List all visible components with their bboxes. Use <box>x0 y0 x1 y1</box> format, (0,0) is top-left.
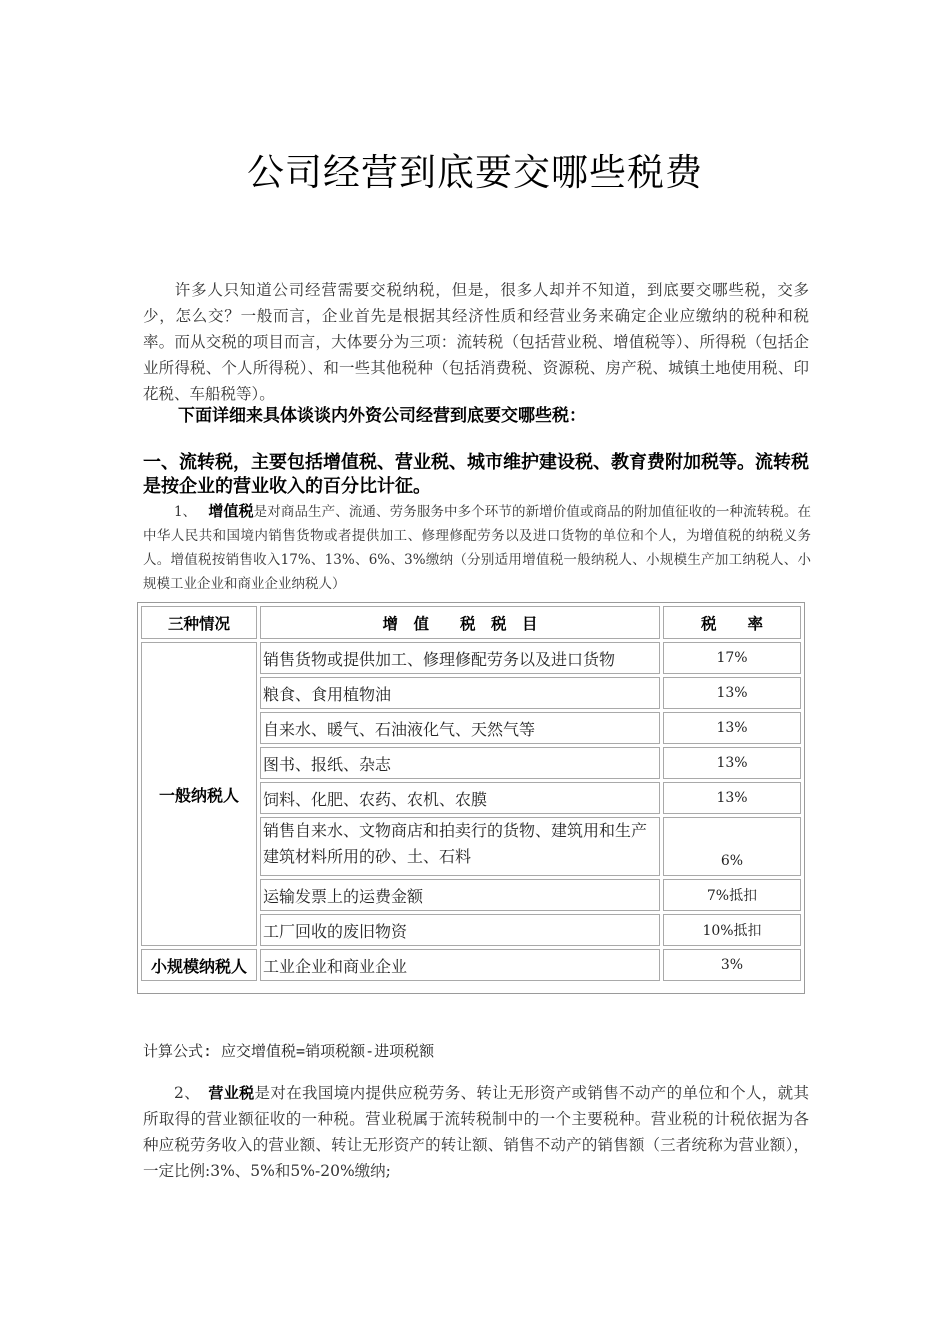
rate-cell: 6% <box>663 817 801 876</box>
header-tax-rate: 税 率 <box>663 606 801 639</box>
page-title: 公司经营到底要交哪些税费 <box>247 151 703 194</box>
section-1-heading: 一、流转税，主要包括增值税、营业税、城市维护建设税、教育费附加税等。流转税是按企业的营业收入的百分比计征。 <box>143 452 809 497</box>
vat-term: 增值税 <box>208 502 254 520</box>
item-cell: 图书、报纸、杂志 <box>260 747 660 779</box>
item-cell: 粮食、食用植物油 <box>260 677 660 709</box>
rate-cell: 3% <box>663 949 801 981</box>
rate-cell: 13% <box>663 677 801 709</box>
table-row <box>141 949 801 981</box>
small-taxpayer-cell: 小规模纳税人 <box>141 949 257 981</box>
item-cell: 销售自来水、文物商店和拍卖行的货物、建筑用和生产建筑材料所用的砂、土、石料 <box>260 817 660 876</box>
vat-rate-table <box>137 602 805 994</box>
business-tax-text: 是对在我国境内提供应税劳务、转让无形资产或销售不动产的单位和个人，就其所取得的营业额征收的一种税。营业税属于流转税制中的一个主要税种。营业税的计税依据为各种应税劳务收入的营业额、转让无形资产的转让额、销售不动产的销售额（三者统称为营业额），一定比例:3%、5%和5%-20%缴纳; <box>143 1084 809 1180</box>
rate-cell: 17% <box>663 642 801 674</box>
item-cell: 自来水、暖气、石油液化气、天然气等 <box>260 712 660 744</box>
item-cell: 运输发票上的运费金额 <box>260 879 660 911</box>
header-tax-item: 增 值 税 税 目 <box>260 606 660 639</box>
business-tax-paragraph <box>143 1080 809 1184</box>
vat-text: 是对商品生产、流通、劳务服务中多个环节的新增价值或商品的附加值征收的一种流转税。在中华人民共和国境内销售货物或者提供加工、修理修配劳务以及进口货物的单位和个人，为增值税的纳税义务人。增值税按销售收入17%、13%、6%、3%缴纳（分别适用增值税一般纳税人、小规模生产加工纳税人、小规模工业企业和商业企业纳税人） <box>143 504 811 592</box>
sub-intro-heading: 下面详细来具体谈谈内外资公司经营到底要交哪些税： <box>178 406 586 426</box>
general-taxpayer-cell: 一般纳税人 <box>141 642 257 946</box>
table-row <box>141 642 801 674</box>
intro-paragraph <box>143 277 809 407</box>
header-situation: 三种情况 <box>141 606 257 639</box>
vat-paragraph <box>143 499 811 596</box>
item-cell: 工业企业和商业企业 <box>260 949 660 981</box>
table-header-row <box>141 606 801 639</box>
vat-number: 1、 <box>174 504 197 520</box>
rate-cell: 13% <box>663 747 801 779</box>
item-cell: 销售货物或提供加工、修理修配劳务以及进口货物 <box>260 642 660 674</box>
rate-cell: 10%抵扣 <box>663 914 801 946</box>
business-tax-term: 营业税 <box>208 1084 255 1102</box>
rate-cell: 13% <box>663 712 801 744</box>
item-cell: 饲料、化肥、农药、农机、农膜 <box>260 782 660 814</box>
intro-text: 许多人只知道公司经营需要交税纳税，但是，很多人却并不知道，到底要交哪些税，交多少，怎么交？一般而言，企业首先是根据其经济性质和经营业务来确定企业应缴纳的税种和税率。而从交税的项目而言，大体要分为三项：流转税（包括营业税、增值税等）、所得税（包括企业所得税、个人所得税）、和一些其他税种（包括消费税、资源税、房产税、城镇土地使用税、印花税、车船税等）。 <box>143 281 809 403</box>
rate-cell: 13% <box>663 782 801 814</box>
business-tax-number: 2、 <box>174 1084 201 1102</box>
rate-cell: 7%抵扣 <box>663 879 801 911</box>
vat-formula: 计算公式: 应交增值税=销项税额-进项税额 <box>143 1042 435 1060</box>
item-cell: 工厂回收的废旧物资 <box>260 914 660 946</box>
